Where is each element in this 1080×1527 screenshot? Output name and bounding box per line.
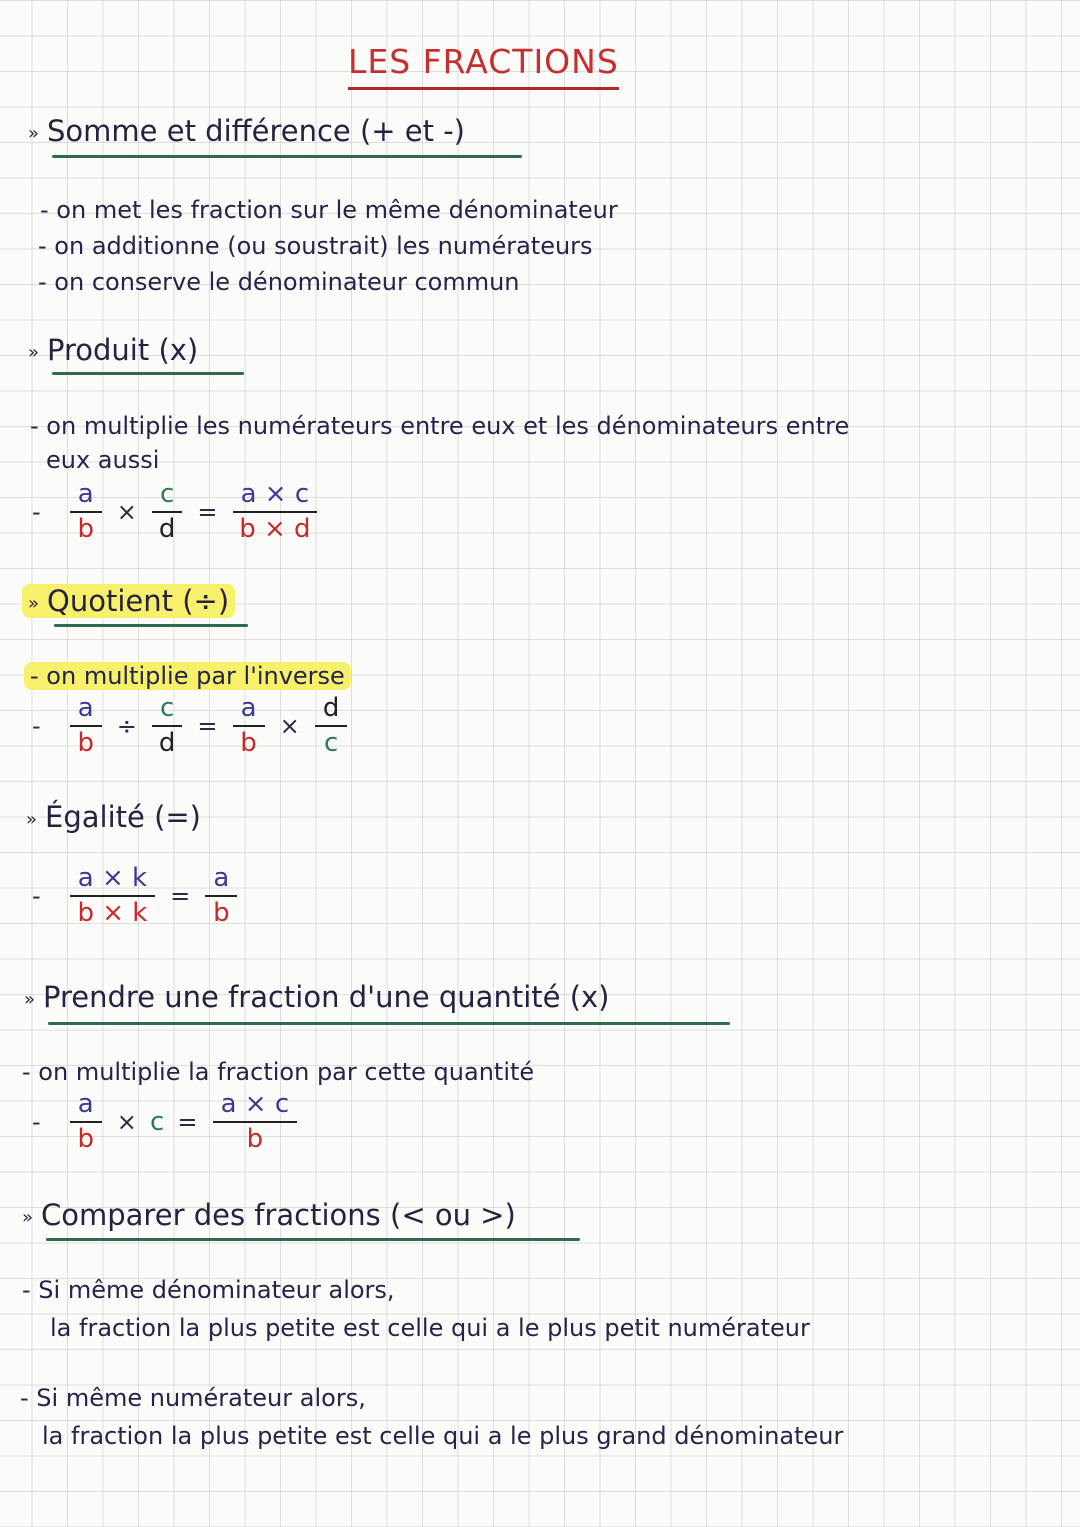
times-sign: × (116, 1107, 137, 1136)
heading-text: Produit (x) (47, 333, 199, 367)
text-line: - on multiplie la fraction par cette quantité (22, 1058, 535, 1086)
equals-sign: = (197, 711, 218, 740)
fraction-d-c (315, 692, 348, 759)
quantity-formula (28, 1088, 303, 1155)
bullet-icon: » (28, 341, 40, 363)
denominator: b × k (77, 897, 148, 928)
heading-underline (54, 624, 248, 627)
denominator: b (77, 727, 94, 758)
denominator: b (77, 513, 94, 544)
numerator: a × c (233, 478, 318, 513)
heading-text: Prendre une fraction d'une quantité (x) (43, 980, 610, 1014)
heading-underline (46, 1238, 580, 1241)
equality-formula (28, 862, 243, 929)
text-line: - Si même dénominateur alors, (22, 1276, 395, 1304)
bullet-icon: » (28, 592, 40, 614)
numerator: c (152, 692, 182, 727)
fraction-a-b (70, 692, 102, 759)
text-line: - on multiplie les numérateurs entre eux et les dénominateurs entre (30, 412, 850, 440)
denominator: b × d (239, 513, 311, 544)
page-title: LES FRACTIONS (348, 42, 619, 90)
text-line: - Si même numérateur alors, (20, 1384, 366, 1412)
fraction-a-b (233, 692, 265, 759)
heading-underline (48, 1022, 730, 1025)
denominator: d (158, 513, 176, 544)
fraction-a-b (70, 1088, 102, 1155)
section-heading-product (28, 333, 198, 367)
denominator: b (77, 1123, 94, 1154)
fraction-a-b (205, 862, 237, 929)
bullet-icon: » (26, 808, 38, 830)
equals-sign: = (177, 1107, 198, 1136)
quantity-c: c (150, 1106, 165, 1137)
fraction-a-b (70, 478, 102, 545)
numerator: a × k (70, 862, 155, 897)
divide-sign: ÷ (116, 711, 137, 740)
dash: - (32, 1107, 41, 1136)
section-heading-sum (28, 114, 465, 148)
denominator: b (246, 1123, 264, 1154)
denominator: b (213, 897, 230, 928)
section-heading-equality (26, 800, 201, 834)
fraction-result (213, 1088, 298, 1155)
fraction-ak-bk (70, 862, 155, 929)
fraction-c-d (152, 692, 182, 759)
numerator: a (205, 862, 237, 897)
text-line: - on conserve le dénominateur commun (38, 268, 520, 296)
numerator: c (152, 478, 182, 513)
heading-underline (52, 372, 244, 375)
text-line: la fraction la plus petite est celle qui a le plus grand dénominateur (42, 1422, 844, 1450)
heading-text: Égalité (=) (45, 800, 201, 834)
highlighted-text: - on multiplie par l'inverse (24, 662, 351, 690)
section-heading-quantity (24, 980, 609, 1014)
text-line: - on additionne (ou soustrait) les numérateurs (38, 232, 593, 260)
highlight (22, 584, 235, 618)
section-heading-quotient (22, 584, 235, 618)
numerator: a (70, 1088, 102, 1123)
product-formula (28, 478, 323, 545)
heading-underline (52, 155, 522, 158)
fraction-c-d (152, 478, 182, 545)
equals-sign: = (197, 497, 218, 526)
dash: - (32, 711, 41, 740)
bullet-icon: » (24, 988, 36, 1010)
numerator: a × c (213, 1088, 298, 1123)
times-sign: × (279, 711, 300, 740)
text-line: eux aussi (46, 446, 160, 474)
text-line: la fraction la plus petite est celle qui a le plus petit numérateur (50, 1314, 810, 1342)
text-line (24, 662, 351, 690)
dash: - (32, 497, 41, 526)
heading-text: Quotient (÷) (47, 584, 230, 618)
numerator: a (70, 478, 102, 513)
bullet-icon: » (22, 1206, 34, 1228)
fraction-result (233, 478, 318, 545)
denominator: d (158, 727, 176, 758)
bullet-icon: » (28, 122, 40, 144)
heading-text: Somme et différence (+ et -) (47, 114, 465, 148)
section-heading-compare (22, 1198, 516, 1232)
heading-text: Comparer des fractions (< ou >) (41, 1198, 516, 1232)
numerator: a (233, 692, 265, 727)
numerator: d (315, 692, 348, 727)
text-line: - on met les fraction sur le même dénominateur (40, 196, 618, 224)
denominator: c (323, 727, 339, 758)
denominator: b (240, 727, 257, 758)
times-sign: × (116, 497, 137, 526)
equals-sign: = (170, 881, 191, 910)
quotient-formula (28, 692, 353, 759)
dash: - (32, 881, 41, 910)
numerator: a (70, 692, 102, 727)
